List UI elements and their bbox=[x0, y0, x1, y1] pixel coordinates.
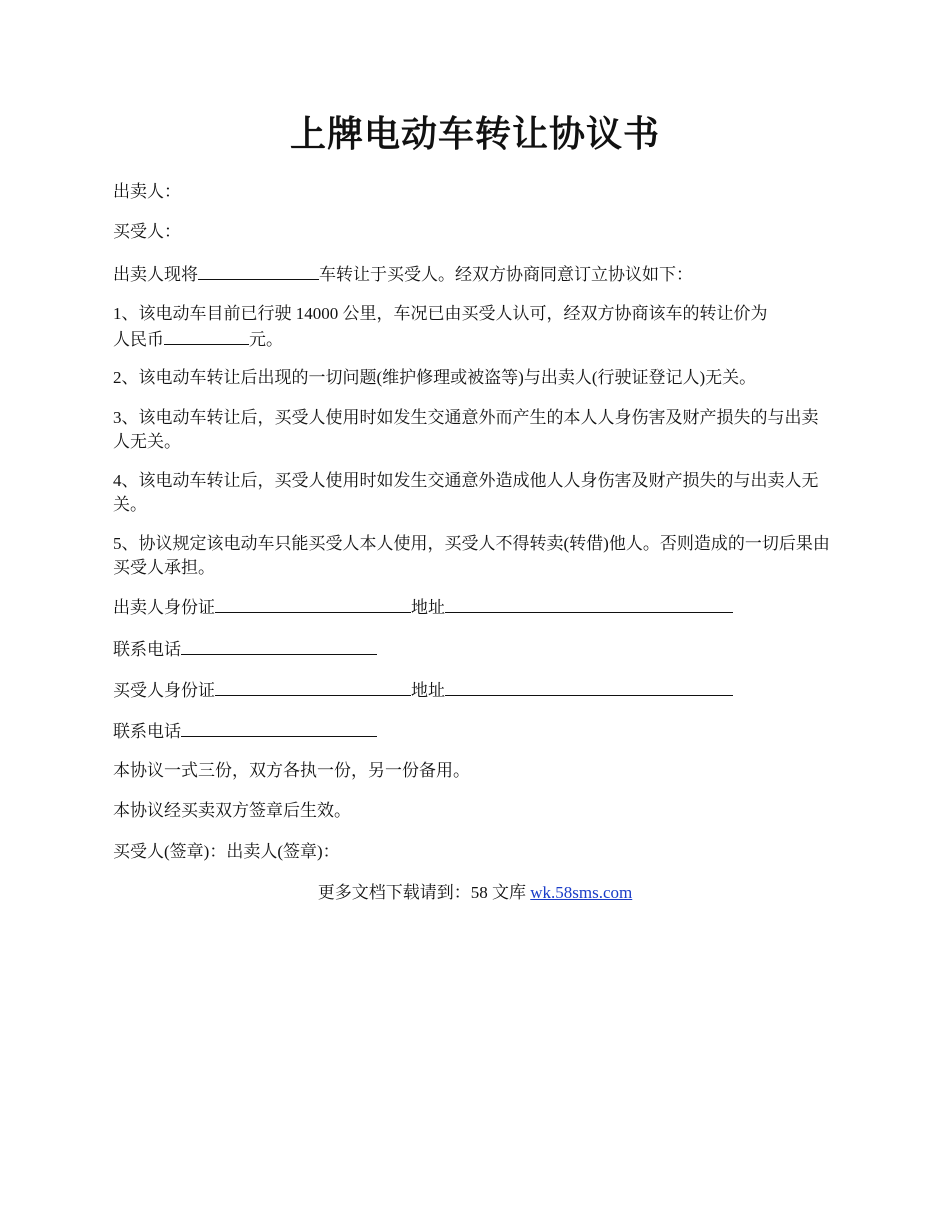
price-prefix: 人民币 bbox=[113, 330, 164, 349]
seller-address-label: 地址 bbox=[411, 598, 445, 617]
seller-id-blank bbox=[215, 594, 411, 613]
vehicle-blank bbox=[198, 261, 319, 280]
buyer-phone-blank bbox=[181, 718, 377, 737]
copies-note: 本协议一式三份，双方各执一份，另一份备用。 bbox=[113, 761, 470, 780]
footer-text: 更多文档下载请到：58 文库 bbox=[317, 883, 531, 902]
buyer-address-label: 地址 bbox=[411, 681, 445, 700]
seller-id-label: 出卖人身份证 bbox=[113, 598, 215, 617]
clause-1 bbox=[113, 302, 833, 352]
price-suffix: 元。 bbox=[249, 330, 283, 349]
price-blank bbox=[164, 326, 249, 345]
signature-line: 买受人(签章)：出卖人(签章)： bbox=[113, 842, 340, 861]
clause-1-text: 1、该电动车目前已行驶 14000 公里，车况已由买受人认可，经双方协商该车的转让价为 bbox=[113, 304, 768, 323]
seller-label: 出卖人： bbox=[113, 182, 181, 201]
buyer-id-blank bbox=[215, 677, 411, 696]
document-page bbox=[113, 0, 833, 1230]
buyer-phone-label: 联系电话 bbox=[113, 722, 181, 741]
buyer-id-line bbox=[113, 677, 833, 703]
buyer-address-blank bbox=[445, 677, 733, 696]
buyer-line bbox=[113, 220, 833, 244]
clause-3: 3、该电动车转让后，买受人使用时如发生交通意外而产生的本人人身伤害及财产损失的与出卖人无关。 bbox=[113, 408, 819, 451]
seller-line bbox=[113, 180, 833, 204]
footer-link[interactable]: wk.58sms.com bbox=[530, 883, 633, 902]
clause-4: 4、该电动车转让后，买受人使用时如发生交通意外造成他人人身伤害及财产损失的与出卖人无关。 bbox=[113, 471, 819, 514]
clause-2: 2、该电动车转让后出现的一切问题(维护修理或被盗等)与出卖人(行驶证登记人)无关。 bbox=[113, 368, 757, 387]
intro-prefix: 出卖人现将 bbox=[113, 265, 198, 284]
clause-5: 5、协议规定该电动车只能买受人本人使用，买受人不得转卖(转借)他人。否则造成的一切后果由买受人承担。 bbox=[113, 534, 830, 577]
seller-phone-label: 联系电话 bbox=[113, 640, 181, 659]
buyer-id-label: 买受人身份证 bbox=[113, 681, 215, 700]
document-title: 上牌电动车转让协议书 bbox=[289, 114, 660, 155]
seller-address-blank bbox=[445, 594, 733, 613]
intro-suffix: 车转让于买受人。经双方协商同意订立协议如下： bbox=[319, 265, 693, 284]
footer bbox=[0, 881, 950, 905]
seller-phone-blank bbox=[181, 636, 377, 655]
intro-paragraph bbox=[113, 261, 833, 287]
effective-note: 本协议经买卖双方签章后生效。 bbox=[113, 801, 351, 820]
buyer-phone-line bbox=[113, 718, 833, 744]
buyer-label: 买受人： bbox=[113, 222, 181, 241]
seller-id-line bbox=[113, 594, 833, 620]
seller-phone-line bbox=[113, 636, 833, 662]
